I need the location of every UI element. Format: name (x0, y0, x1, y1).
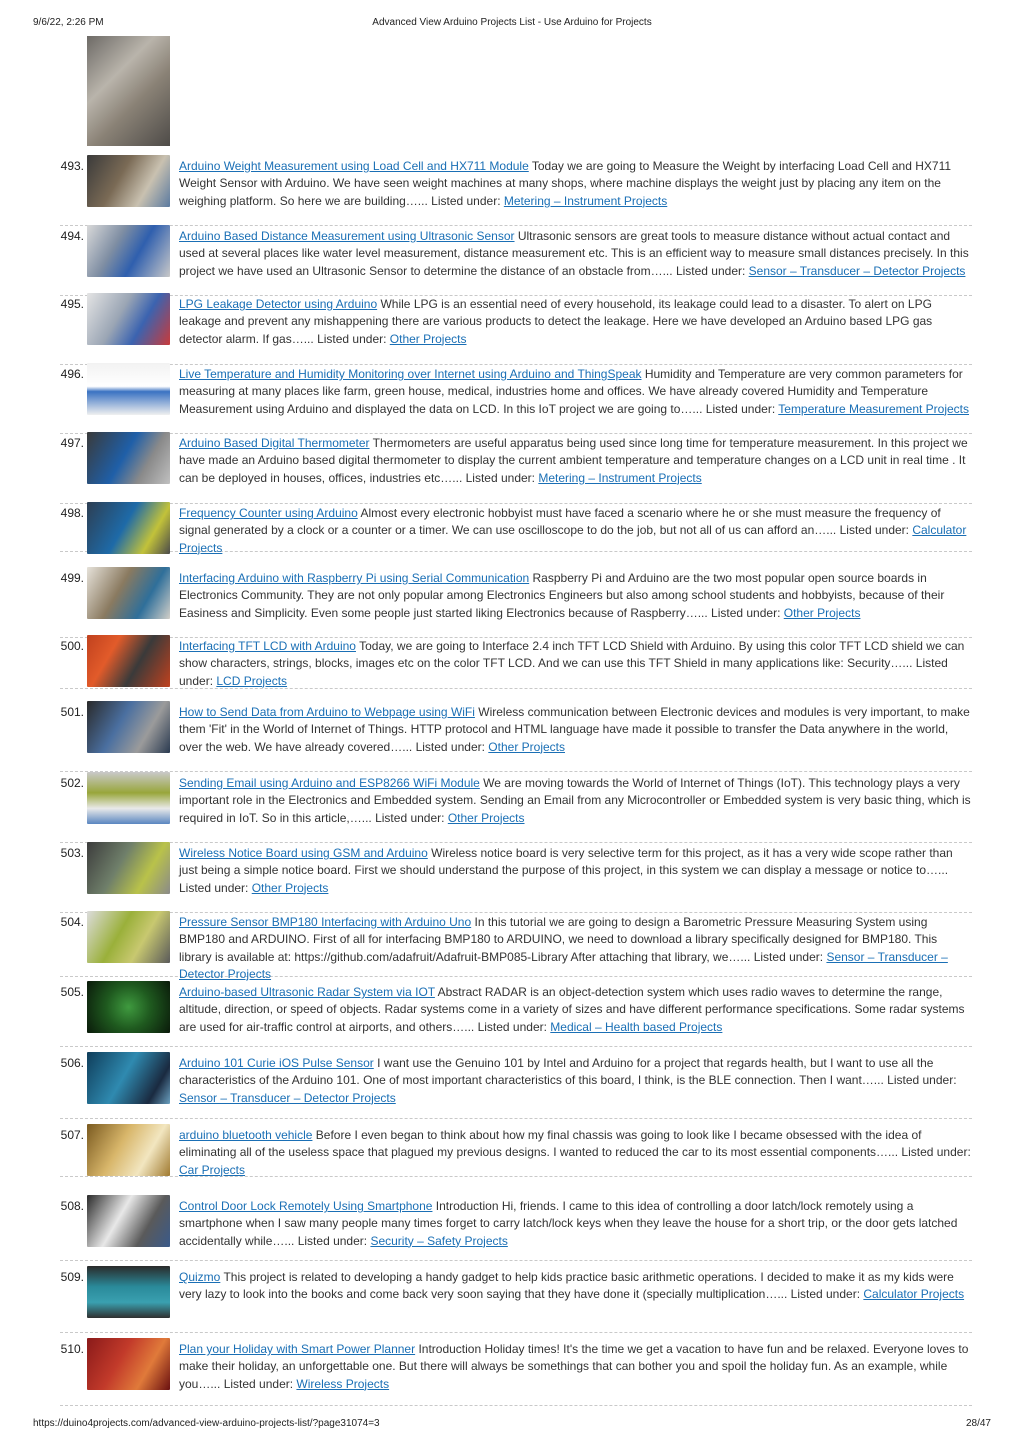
entry-text (179, 505, 972, 557)
project-title-link[interactable]: Live Temperature and Humidity Monitoring over Internet using Arduino and ThingSpeak (179, 367, 642, 381)
entry-number: 496. (60, 367, 84, 381)
listed-under-label: Listed under: (375, 810, 448, 825)
entry-number: 498. (60, 506, 84, 520)
project-thumbnail[interactable] (87, 911, 170, 963)
list-item (60, 1198, 972, 1261)
category-link[interactable]: Wireless Projects (296, 1376, 390, 1391)
project-title-link[interactable]: LPG Leakage Detector using Arduino (179, 297, 378, 311)
project-description: Introduction Hi, friends. I came to this idea of controlling a door latch/lock remotely using a smartphone when I saw many people many times forget to carry latch/lock keys when they leave the house for a short trip, or the door gets latched accidentally while…... (179, 1199, 958, 1248)
project-title-link[interactable]: Arduino Based Distance Measurement using Ultrasonic Sensor (179, 229, 515, 243)
entry-text (179, 570, 972, 622)
project-thumbnail[interactable] (87, 293, 170, 345)
project-thumbnail[interactable] (87, 1338, 170, 1390)
category-link[interactable]: Security – Safety Projects (370, 1233, 508, 1248)
page-number: 28/47 (965, 1418, 991, 1429)
project-description: Wireless communication between Electronic devices and modules is very important, to make them 'Fit' in the World of Internet of Things. HTTP protocol and HTML language have made it possible to transfer the Data anywhere in the world, over the web. We have already covered…... (179, 705, 970, 754)
listed-under-label: Listed under: (179, 656, 948, 688)
entry-text (179, 1055, 972, 1107)
entry-text (179, 1127, 972, 1179)
project-description: I want use the Genuino 101 by Intel and Arduino for a project that regards health, but I want to use all the characteristics of the Arduino 101. One of most important characteristics of this board, I think, is the BLE connection. Then I want…... (179, 1056, 934, 1088)
list-item (60, 435, 972, 504)
project-title-link[interactable]: arduino bluetooth vehicle (179, 1128, 313, 1142)
category-link[interactable]: Car Projects (179, 1162, 246, 1177)
project-description: Ultrasonic sensors are great tools to measure distance without actual contact and used at several places like water level measurement, distance measurement etc. This is an efficient way to measure small distances precisely. In this project we have used an Ultrasonic Sensor to determine the distance of an obstacle from…... (179, 229, 969, 278)
listed-under-label: Listed under: (317, 331, 390, 346)
project-thumbnail[interactable] (87, 772, 170, 824)
entry-number: 502. (60, 776, 84, 790)
category-link[interactable]: Other Projects (251, 880, 329, 895)
listed-under-label: Listed under: (415, 739, 489, 754)
entry-text (179, 435, 972, 487)
project-description: We are moving towards the World of Internet of Things (IoT). This technology plays a very important role in the Electronics and Embedded system. Sending an Email from any Microcontroller or Embedded system is very basic thing, which is required in IoT. So in this article,…... (179, 776, 971, 825)
list-item (60, 704, 972, 772)
project-title-link[interactable]: Arduino Based Digital Thermometer (179, 436, 370, 450)
entry-number: 510. (60, 1342, 84, 1356)
project-title-link[interactable]: Pressure Sensor BMP180 Interfacing with Arduino Uno (179, 915, 472, 929)
category-link[interactable]: Sensor – Transducer – Detector Projects (179, 949, 948, 981)
project-description: Humidity and Temperature are very common parameters for measuring at many places like farm, green house, medical, industries home and offices. We have already covered Humidity and Temperature Measurement using Arduino and displayed the data on LCD. In this IoT project we are going to…... (179, 367, 963, 416)
project-title-link[interactable]: Wireless Notice Board using GSM and Arduino (179, 846, 428, 860)
category-link[interactable]: Sensor – Transducer – Detector Projects (748, 263, 966, 278)
category-link[interactable]: Other Projects (389, 331, 467, 346)
category-link[interactable]: Metering – Instrument Projects (538, 470, 702, 485)
category-link[interactable]: Other Projects (488, 739, 565, 754)
project-title-link[interactable]: Arduino-based Ultrasonic Radar System via IOT (179, 985, 435, 999)
entry-text (179, 158, 972, 210)
previous-entry-thumbnail (87, 36, 170, 146)
project-description: Raspberry Pi and Arduino are the two most popular open source boards in Electronics Community. They are not only popular among Electronics Engineers but also among school students and hobbyists, because of their Easiness and Simplicity. Even some people just started liking Electronics because of Raspberry…... (179, 571, 945, 620)
category-link[interactable]: Medical – Health based Projects (550, 1019, 723, 1034)
project-description: While LPG is an essential need of every household, its leakage could lead to a disaster. To alert on LPG leakage and prevent any mishappening there are various products to detect the leakage. Here we have developed an Arduino based LPG gas detector alarm. If gas…... (179, 297, 933, 346)
entry-text (179, 1198, 972, 1250)
category-link[interactable]: Metering – Instrument Projects (503, 193, 668, 208)
list-item (60, 775, 972, 843)
project-thumbnail[interactable] (87, 701, 170, 753)
listed-under-label: Listed under: (465, 470, 539, 485)
listed-under-label: Listed under: (705, 401, 779, 416)
project-thumbnail[interactable] (87, 502, 170, 554)
project-thumbnail[interactable] (87, 1052, 170, 1104)
project-description: Before I even began to think about how my final chassis was going to look like I became obsessed with the idea of eliminating all of the useless space that plagued my previous designs. I wanted to reduced the car to its most essential components…... (179, 1128, 922, 1160)
category-link[interactable]: Temperature Measurement Projects (778, 401, 970, 416)
entry-number: 495. (60, 297, 84, 311)
entry-number: 507. (60, 1128, 84, 1142)
list-item (60, 914, 972, 981)
entry-number: 505. (60, 985, 84, 999)
entry-number: 503. (60, 846, 84, 860)
print-datetime: 9/6/22, 2:26 PM (33, 17, 104, 28)
project-thumbnail[interactable] (87, 363, 170, 415)
project-title-link[interactable]: How to Send Data from Arduino to Webpage using WiFi (179, 705, 475, 719)
list-item (60, 296, 972, 365)
listed-under-label: Listed under: (223, 1376, 297, 1391)
project-thumbnail[interactable] (87, 432, 170, 484)
category-link[interactable]: Other Projects (447, 810, 525, 825)
entry-number: 493. (60, 159, 84, 173)
project-title-link[interactable]: Sending Email using Arduino and ESP8266 WiFi Module (179, 776, 480, 790)
category-link[interactable]: Calculator Projects (863, 1287, 965, 1302)
list-item (60, 1269, 972, 1333)
listed-under-label: Listed under: (753, 949, 827, 964)
category-link[interactable]: Sensor – Transducer – Detector Projects (179, 1090, 396, 1105)
list-item (60, 984, 972, 1047)
entry-number: 500. (60, 639, 84, 653)
project-description: This project is related to developing a handy gadget to help kids practice basic arithmetic operations. I decided to make it as my kids were very lazy to look into the books and come back very soon saying that they have done it (specially multiplication…... (179, 1270, 954, 1302)
project-thumbnail[interactable] (87, 155, 170, 207)
category-link[interactable]: LCD Projects (216, 673, 288, 688)
listed-under-label: Listed under: (711, 605, 784, 620)
list-item (60, 366, 972, 434)
project-description: Wireless notice board is very selective term for this project, as it has a very wide scope rather than just being a simple notice board. First we should understand the purpose of this project, in this system we can display a message or notice to…... (179, 846, 953, 878)
listed-under-label: Listed under: (790, 1287, 864, 1302)
project-thumbnail[interactable] (87, 1266, 170, 1318)
entry-number: 504. (60, 915, 84, 929)
list-item (60, 1341, 972, 1406)
entry-text (179, 228, 972, 280)
entry-number: 508. (60, 1199, 84, 1213)
listed-under-label: Listed under: (477, 1019, 551, 1034)
listed-under-label: Listed under: (675, 263, 749, 278)
project-thumbnail[interactable] (87, 567, 170, 619)
page-title: Advanced View Arduino Projects List - Use Arduino for Projects (372, 17, 652, 28)
project-description: Thermometers are useful apparatus being used since long time for temperature measurement. In this project we have made an Arduino based digital thermometer to display the current ambient temperature and temperature changes on a LCD unit in real time . It can be deployed in houses, offices, industries etc…... (179, 436, 968, 485)
listed-under-label: Listed under: (431, 193, 504, 208)
project-title-link[interactable]: Interfacing Arduino with Raspberry Pi using Serial Communication (179, 571, 530, 585)
category-link[interactable]: Calculator Projects (179, 523, 967, 555)
project-title-link[interactable]: Frequency Counter using Arduino (179, 506, 358, 520)
entry-number: 509. (60, 1270, 84, 1284)
project-description: Today we are going to Measure the Weight by interfacing Load Cell and HX711 Weight Sensor with Arduino. We have seen weight machines at many shops, where machine displays the weight just by placing any item on the weighing platform. So here we are building…... (179, 159, 952, 208)
project-thumbnail[interactable] (87, 981, 170, 1033)
project-title-link[interactable]: Control Door Lock Remotely Using Smartphone (179, 1199, 433, 1213)
entry-text (179, 984, 972, 1036)
page-url: https://duino4projects.com/advanced-view-arduino-projects-list/?page31074=3 (33, 1418, 380, 1429)
list-item (60, 158, 972, 226)
list-item (60, 505, 972, 555)
project-description: Today, we are going to Interface 2.4 inch TFT LCD Shield with Arduino. By using this color TFT LCD shield we can show characters, strings, blocks, images etc on the color TFT LCD. And we can use this TFT Shield in many applications like: Security…... (179, 639, 965, 671)
project-thumbnail[interactable] (87, 1124, 170, 1176)
project-description: Almost every electronic hobbyist must have faced a scenario where he or she must measure the frequency of signal generated by a clock or a counter or a timer. We can use oscilloscope to do the job, but not all of us can afford an…... (179, 506, 941, 538)
entry-text (179, 845, 972, 897)
entry-text (179, 704, 972, 756)
project-thumbnail[interactable] (87, 1195, 170, 1247)
entry-text (179, 775, 972, 827)
list-item (60, 638, 972, 689)
project-description: Introduction Holiday times! It's the time we get a vacation to have fun and be relaxed. Everyone loves to make their holiday, an unforgettable one. But there will always be somethings that can bother you and spoil the holiday fun. As an example, while you…... (179, 1342, 969, 1391)
entry-number: 494. (60, 229, 84, 243)
list-item (60, 1127, 972, 1177)
entry-text (179, 296, 972, 348)
listed-under-label: Listed under: (887, 1073, 957, 1088)
list-item (60, 1055, 972, 1119)
entry-number: 501. (60, 705, 84, 719)
list-item (60, 228, 972, 296)
project-thumbnail[interactable] (87, 635, 170, 687)
project-thumbnail[interactable] (87, 842, 170, 894)
entry-text (179, 638, 972, 690)
entry-number: 497. (60, 436, 84, 450)
project-description: In this tutorial we are going to design a Barometric Pressure Measuring System using BMP180 and ARDUINO. First of all for interfacing BMP180 to ARDUINO, we need to download a library specifically designed for BMP180. This library is available at: https://github.com/adafruit/Adafruit-BMP085-Library After attaching that library, we…... (179, 915, 938, 964)
entry-number: 499. (60, 571, 84, 585)
entry-text (179, 1341, 972, 1393)
entry-text (179, 366, 972, 418)
entry-text (179, 1269, 972, 1304)
listed-under-label: Listed under: (839, 523, 913, 538)
list-item (60, 570, 972, 638)
list-item (60, 845, 972, 913)
entry-text (179, 914, 972, 983)
project-thumbnail[interactable] (87, 225, 170, 277)
listed-under-label: Listed under: (901, 1145, 971, 1160)
project-title-link[interactable]: Arduino Weight Measurement using Load Cell and HX711 Module (179, 159, 529, 173)
listed-under-label: Listed under: (179, 880, 252, 895)
project-title-link[interactable]: Arduino 101 Curie iOS Pulse Sensor (179, 1056, 374, 1070)
entry-number: 506. (60, 1056, 84, 1070)
project-title-link[interactable]: Plan your Holiday with Smart Power Planner (179, 1342, 416, 1356)
project-title-link[interactable]: Interfacing TFT LCD with Arduino (179, 639, 356, 653)
category-link[interactable]: Other Projects (783, 605, 861, 620)
project-title-link[interactable]: Quizmo (179, 1270, 221, 1284)
project-description: Abstract RADAR is an object-detection system which uses radio waves to determine the range, altitude, direction, or speed of objects. Radar systems come in a variety of sizes and have different performance specifications. Some radar systems are used for air-traffic control at airports, and others…... (179, 985, 965, 1034)
listed-under-label: Listed under: (297, 1233, 371, 1248)
